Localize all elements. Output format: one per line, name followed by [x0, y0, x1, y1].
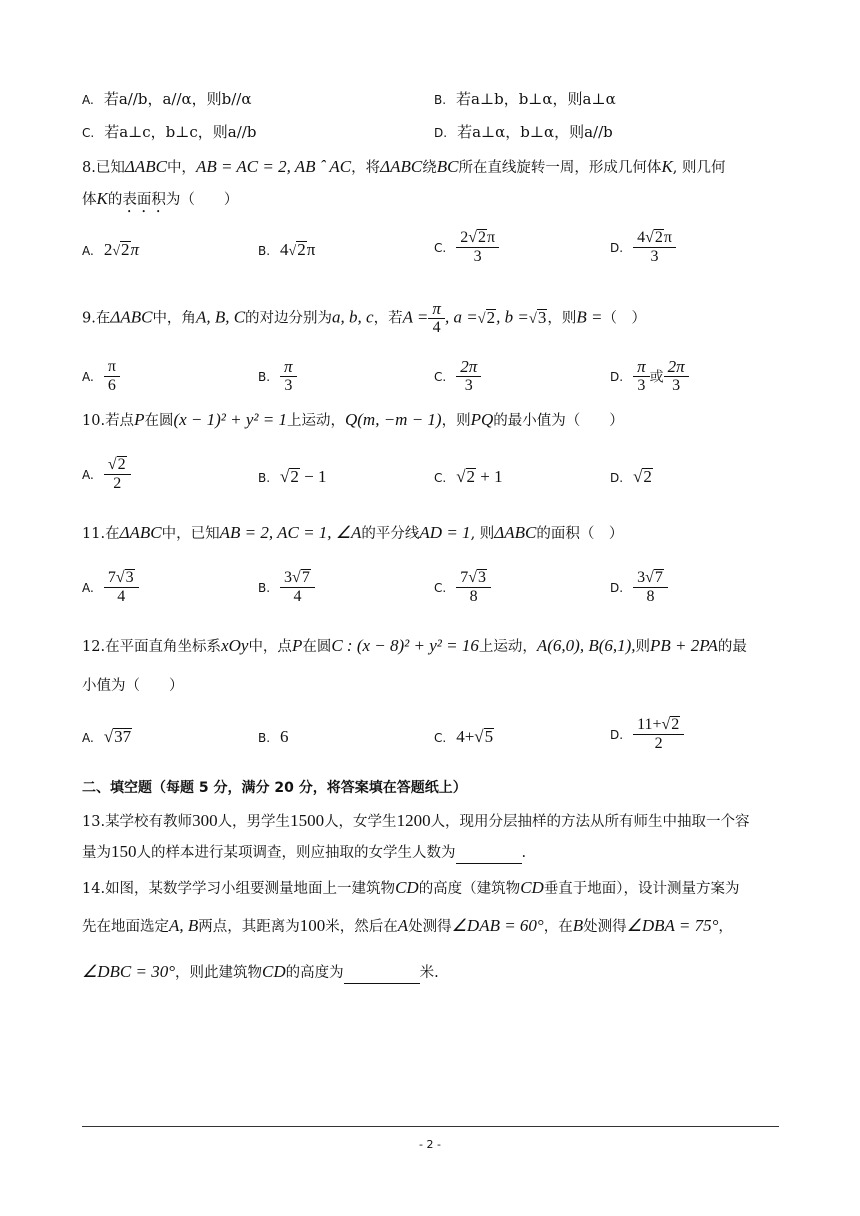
q11-option-a [82, 569, 139, 606]
fraction [456, 229, 499, 266]
math: 4 [637, 229, 646, 246]
radicand: 2 [297, 240, 306, 259]
text: 的面积（ ） [536, 526, 624, 542]
sqrt: √2 [477, 307, 496, 327]
option-letter: A. [82, 244, 94, 258]
denominator: 2 [654, 735, 663, 752]
option-letter: C. [434, 369, 447, 384]
math: CD [520, 878, 544, 897]
math: 6 [280, 727, 289, 746]
math: PQ [470, 410, 494, 429]
denominator: 6 [107, 377, 116, 394]
fraction [280, 358, 297, 395]
sqrt: √2 [280, 467, 299, 486]
q9-option-a [82, 358, 120, 395]
q7-option-d [434, 122, 613, 143]
option-letter: A. [82, 731, 94, 745]
q11-option-d [610, 569, 668, 606]
option-letter: B. [258, 244, 271, 258]
option-letter: A. [82, 467, 94, 482]
q8-option-c [434, 229, 499, 266]
q7-c-text: 若a⊥c，b⊥c，则a//b [104, 123, 257, 141]
option-letter: C. [434, 471, 447, 485]
option-letter: C. [434, 580, 447, 595]
sqrt: √37 [103, 727, 132, 746]
text: 在 [105, 526, 120, 542]
text: . [521, 845, 527, 861]
fraction [456, 358, 481, 395]
text: 人的样本进行某项调查，则应抽取的女学生人数为 [136, 845, 456, 861]
q9-option-b [258, 358, 297, 395]
numerator: 2π [664, 358, 689, 377]
math: π [306, 240, 316, 259]
math: xOy [221, 636, 249, 655]
text: 的最小值为（ ） [493, 413, 624, 429]
option-letter: B. [258, 369, 271, 384]
text: 的高度为 [285, 965, 344, 981]
text: 若点 [105, 413, 135, 429]
math: P [291, 636, 303, 655]
q7-a-text: 若a//b，a//α，则b//α [103, 90, 252, 108]
option-letter: C. [82, 126, 95, 140]
q12-option-b [258, 727, 289, 747]
question-number: 8. [82, 160, 96, 176]
math: ∠DBC = 30° [82, 962, 176, 981]
option-letter: B. [258, 471, 271, 485]
radicand: 37 [114, 727, 132, 746]
text: 人，女学生 [324, 814, 397, 830]
q7-option-b [434, 89, 616, 110]
option-letter: D. [610, 369, 624, 384]
text: ， [718, 919, 733, 935]
q13-line2 [82, 842, 526, 864]
numerator: π [280, 358, 297, 377]
text: 量为 [82, 845, 111, 861]
text: 人，男学生 [217, 814, 291, 830]
q8-stem-line2 [82, 189, 238, 216]
text: , 则几何 [672, 160, 726, 176]
math: C : (x − 8)² + y² = 16 [331, 636, 479, 655]
math: CD [395, 878, 419, 897]
math: π [486, 229, 496, 246]
math: BC [436, 157, 459, 176]
answer-blank[interactable] [344, 963, 420, 984]
denominator: 3 [473, 248, 482, 265]
sqrt: √2 [661, 716, 680, 733]
denominator: 8 [646, 588, 655, 605]
math: CD [262, 962, 286, 981]
math: 1500 [290, 811, 325, 830]
q10-option-a [82, 456, 131, 493]
denominator: 3 [672, 377, 681, 394]
math: 3 [637, 569, 646, 586]
text: 先在地面选定 [82, 919, 169, 935]
denominator: 4 [293, 588, 302, 605]
fraction [456, 569, 491, 606]
denominator: 3 [637, 377, 646, 394]
denominator: 3 [284, 377, 293, 394]
option-letter: A. [82, 580, 94, 595]
q7-b-text: 若a⊥b，b⊥α，则a⊥α [456, 90, 616, 108]
text: 则 [635, 639, 651, 655]
answer-blank[interactable] [456, 843, 522, 864]
math: , a = [444, 307, 478, 327]
q12-option-c [434, 727, 494, 747]
text: 绕 [422, 160, 437, 176]
text: 垂直于地面），设计测量方案为 [543, 881, 740, 897]
math: B = [576, 307, 603, 327]
math: 7 [107, 569, 116, 586]
q7-option-c [82, 122, 256, 143]
math: , b = [496, 307, 529, 327]
text: 两点，其距离为 [198, 919, 300, 935]
radicand: 7 [654, 569, 663, 586]
question-number: 9. [82, 310, 96, 327]
q12-stem-line2 [82, 676, 184, 696]
fraction [633, 358, 650, 395]
denominator: 4 [432, 319, 441, 336]
option-letter: C. [434, 731, 447, 745]
denominator: 4 [117, 588, 126, 605]
text: （ ） [602, 310, 646, 327]
q12-stem-line1 [82, 636, 747, 657]
math: 100 [299, 916, 326, 935]
text: 的高度（建筑物 [418, 881, 521, 897]
option-letter: B. [258, 580, 271, 595]
math: 2 [103, 240, 113, 259]
denominator: 8 [469, 588, 478, 605]
math: ΔABC [124, 157, 167, 176]
option-letter: D. [610, 580, 624, 595]
math: K [96, 189, 108, 208]
question-number: 10. [82, 413, 106, 429]
fraction [633, 716, 684, 753]
q14-line3 [82, 962, 439, 984]
math: A, B [169, 916, 199, 935]
math: 300 [192, 811, 218, 830]
text: 某学校有教师 [105, 814, 193, 830]
math: 4 [280, 240, 289, 259]
fraction [280, 569, 315, 606]
text: 在 [95, 310, 111, 327]
q11-stem [82, 523, 623, 544]
text: ，在 [543, 919, 573, 935]
math: A [397, 916, 409, 935]
math: A = [402, 307, 429, 327]
option-letter: A. [82, 93, 94, 107]
text: 为（ ） [165, 192, 239, 208]
q10-option-c [434, 467, 503, 487]
math: + 1 [476, 467, 503, 486]
sqrt: √3 [115, 569, 134, 586]
q8-stem-line1 [82, 157, 726, 178]
math: PB + 2PA [650, 636, 718, 655]
q9-option-d [610, 358, 689, 395]
math: B [572, 916, 584, 935]
sqrt: √2 [456, 467, 476, 486]
q11-option-c [434, 569, 491, 606]
math: π [130, 240, 140, 259]
option-letter: A. [82, 369, 94, 384]
text: ，则 [441, 413, 471, 429]
q11-option-b [258, 569, 315, 606]
sqrt: √5 [474, 727, 494, 746]
q14-line2 [82, 916, 733, 937]
math: Q(m, −m − 1) [344, 410, 442, 429]
radicand: 2 [486, 307, 496, 327]
text: ，若 [373, 310, 403, 327]
denominator: 2 [113, 475, 122, 492]
q7-option-a [82, 89, 251, 110]
radicand: 3 [125, 569, 134, 586]
q7-d-text: 若a⊥α，b⊥α，则a//b [457, 123, 613, 141]
numerator: π [104, 358, 120, 377]
math: ΔABC [110, 307, 153, 327]
math: ΔABC [119, 523, 162, 542]
question-number: 11. [82, 526, 106, 542]
q8-option-a [82, 240, 139, 260]
text: , 则 [470, 526, 495, 542]
option-letter: D. [610, 727, 624, 742]
math: A, B, C [195, 307, 246, 327]
radicand: 2 [117, 456, 126, 473]
q9-stem [82, 300, 646, 337]
math: AB = 2, AC = 1, ∠A [219, 523, 362, 542]
math: AD = 1 [419, 523, 471, 542]
text: 上运动， [286, 413, 345, 429]
sqrt: √2 [468, 229, 486, 246]
radicand: 2 [654, 229, 663, 246]
math: ΔABC [380, 157, 423, 176]
radicand: 2 [290, 467, 299, 486]
text: 米. [419, 965, 439, 981]
radicand: 7 [301, 569, 310, 586]
sqrt: √2 [107, 456, 126, 473]
sqrt: √2 [288, 240, 306, 259]
text: 如图，某数学学习小组要测量地面上一建筑物 [105, 881, 396, 897]
math: 4+ [456, 727, 475, 746]
math: 3 [284, 569, 293, 586]
fraction [104, 358, 120, 395]
text: 所在直线旋转一周，形成几何体 [458, 160, 662, 176]
sqrt: √7 [645, 569, 663, 586]
q10-option-d [610, 467, 653, 487]
fraction [104, 456, 131, 493]
text: 中，角 [152, 310, 196, 327]
text: 中，点 [248, 639, 292, 655]
q13-line1 [82, 811, 750, 832]
text: 处测得 [583, 919, 627, 935]
q8-option-d [610, 229, 676, 266]
option-letter: D. [610, 471, 624, 485]
radicand: 3 [477, 569, 486, 586]
text: 已知 [95, 160, 125, 176]
q14-line1 [82, 878, 740, 899]
q12-option-a [82, 727, 132, 747]
text: 小值为（ ） [82, 678, 184, 694]
math: 2 [460, 229, 469, 246]
radicand: 2 [671, 716, 680, 733]
sqrt: √2 [633, 467, 652, 486]
radicand: 2 [477, 229, 486, 246]
text: 的 [107, 192, 123, 208]
math: P [134, 410, 145, 429]
text: 中，已知 [161, 526, 220, 542]
text: 的平分线 [361, 526, 420, 542]
q12-option-d [610, 716, 684, 753]
radicand: 2 [121, 240, 130, 259]
text: 中， [166, 160, 196, 176]
numerator: π [633, 358, 650, 377]
sqrt: √3 [468, 569, 486, 586]
text: 米，然后在 [325, 919, 398, 935]
q10-option-b [258, 467, 326, 487]
math: − 1 [299, 467, 327, 486]
fraction [633, 569, 668, 606]
sqrt: √2 [645, 229, 663, 246]
fraction [428, 300, 445, 337]
section-heading: 二、填空题（每题 5 分，满分 20 分，将答案填在答题纸上） [82, 780, 467, 796]
numerator: 2π [456, 358, 481, 377]
text: 人，现用分层抽样的方法从所有师生中抽取一个容 [430, 814, 750, 830]
question-number: 14. [82, 881, 106, 897]
question-number: 12. [82, 639, 106, 655]
text: ，则 [547, 310, 577, 327]
math: ∠DBA = 75° [626, 916, 719, 935]
option-letter: C. [434, 240, 447, 255]
radicand: 5 [484, 727, 494, 746]
math: ΔABC [494, 523, 537, 542]
footer-divider [82, 1126, 779, 1127]
page-number: - 2 - [419, 1138, 441, 1151]
math: (x − 1)² + y² = 1 [173, 410, 287, 429]
sqrt: √2 [112, 240, 130, 259]
denominator: 3 [650, 248, 659, 265]
option-letter: B. [434, 93, 447, 107]
question-number: 13. [82, 814, 106, 830]
radicand: 2 [466, 467, 476, 486]
text: 在圆 [144, 413, 174, 429]
text: 的最 [717, 639, 747, 655]
fraction [104, 569, 139, 606]
text: ，将 [351, 160, 381, 176]
q9-option-c [434, 358, 481, 395]
sqrt: √3 [528, 307, 547, 327]
text: 上运动， [478, 639, 537, 655]
math: AB = AC = 2, AB ˆ AC [195, 157, 352, 176]
text: 的对边分别为 [245, 310, 333, 327]
math: 150 [111, 842, 137, 861]
math: π [663, 229, 672, 246]
fraction [633, 229, 676, 266]
option-letter: D. [610, 240, 624, 255]
sqrt: √7 [292, 569, 310, 586]
text: 体 [82, 192, 97, 208]
q8-option-b [258, 240, 315, 260]
option-letter: B. [258, 731, 271, 745]
text: ，则此建筑物 [175, 965, 263, 981]
denominator: 3 [464, 377, 473, 394]
text: 在圆 [302, 639, 332, 655]
radicand: 3 [537, 307, 547, 327]
text: 处测得 [408, 919, 452, 935]
radicand: 2 [643, 467, 652, 486]
numerator: π [428, 300, 445, 319]
math: ∠DAB = 60° [451, 916, 544, 935]
math: K [661, 157, 673, 176]
q10-stem [82, 410, 624, 431]
option-letter: D. [434, 126, 448, 140]
fraction [664, 358, 689, 395]
math: 11+ [637, 716, 662, 733]
math: 7 [460, 569, 469, 586]
text: 在平面直角坐标系 [105, 639, 222, 655]
emphasis-text: 表面积 [122, 192, 166, 208]
math: A(6,0), B(6,1), [536, 636, 636, 655]
math: a, b, c [332, 307, 374, 327]
math: 1200 [396, 811, 431, 830]
text: 或 [649, 369, 664, 386]
